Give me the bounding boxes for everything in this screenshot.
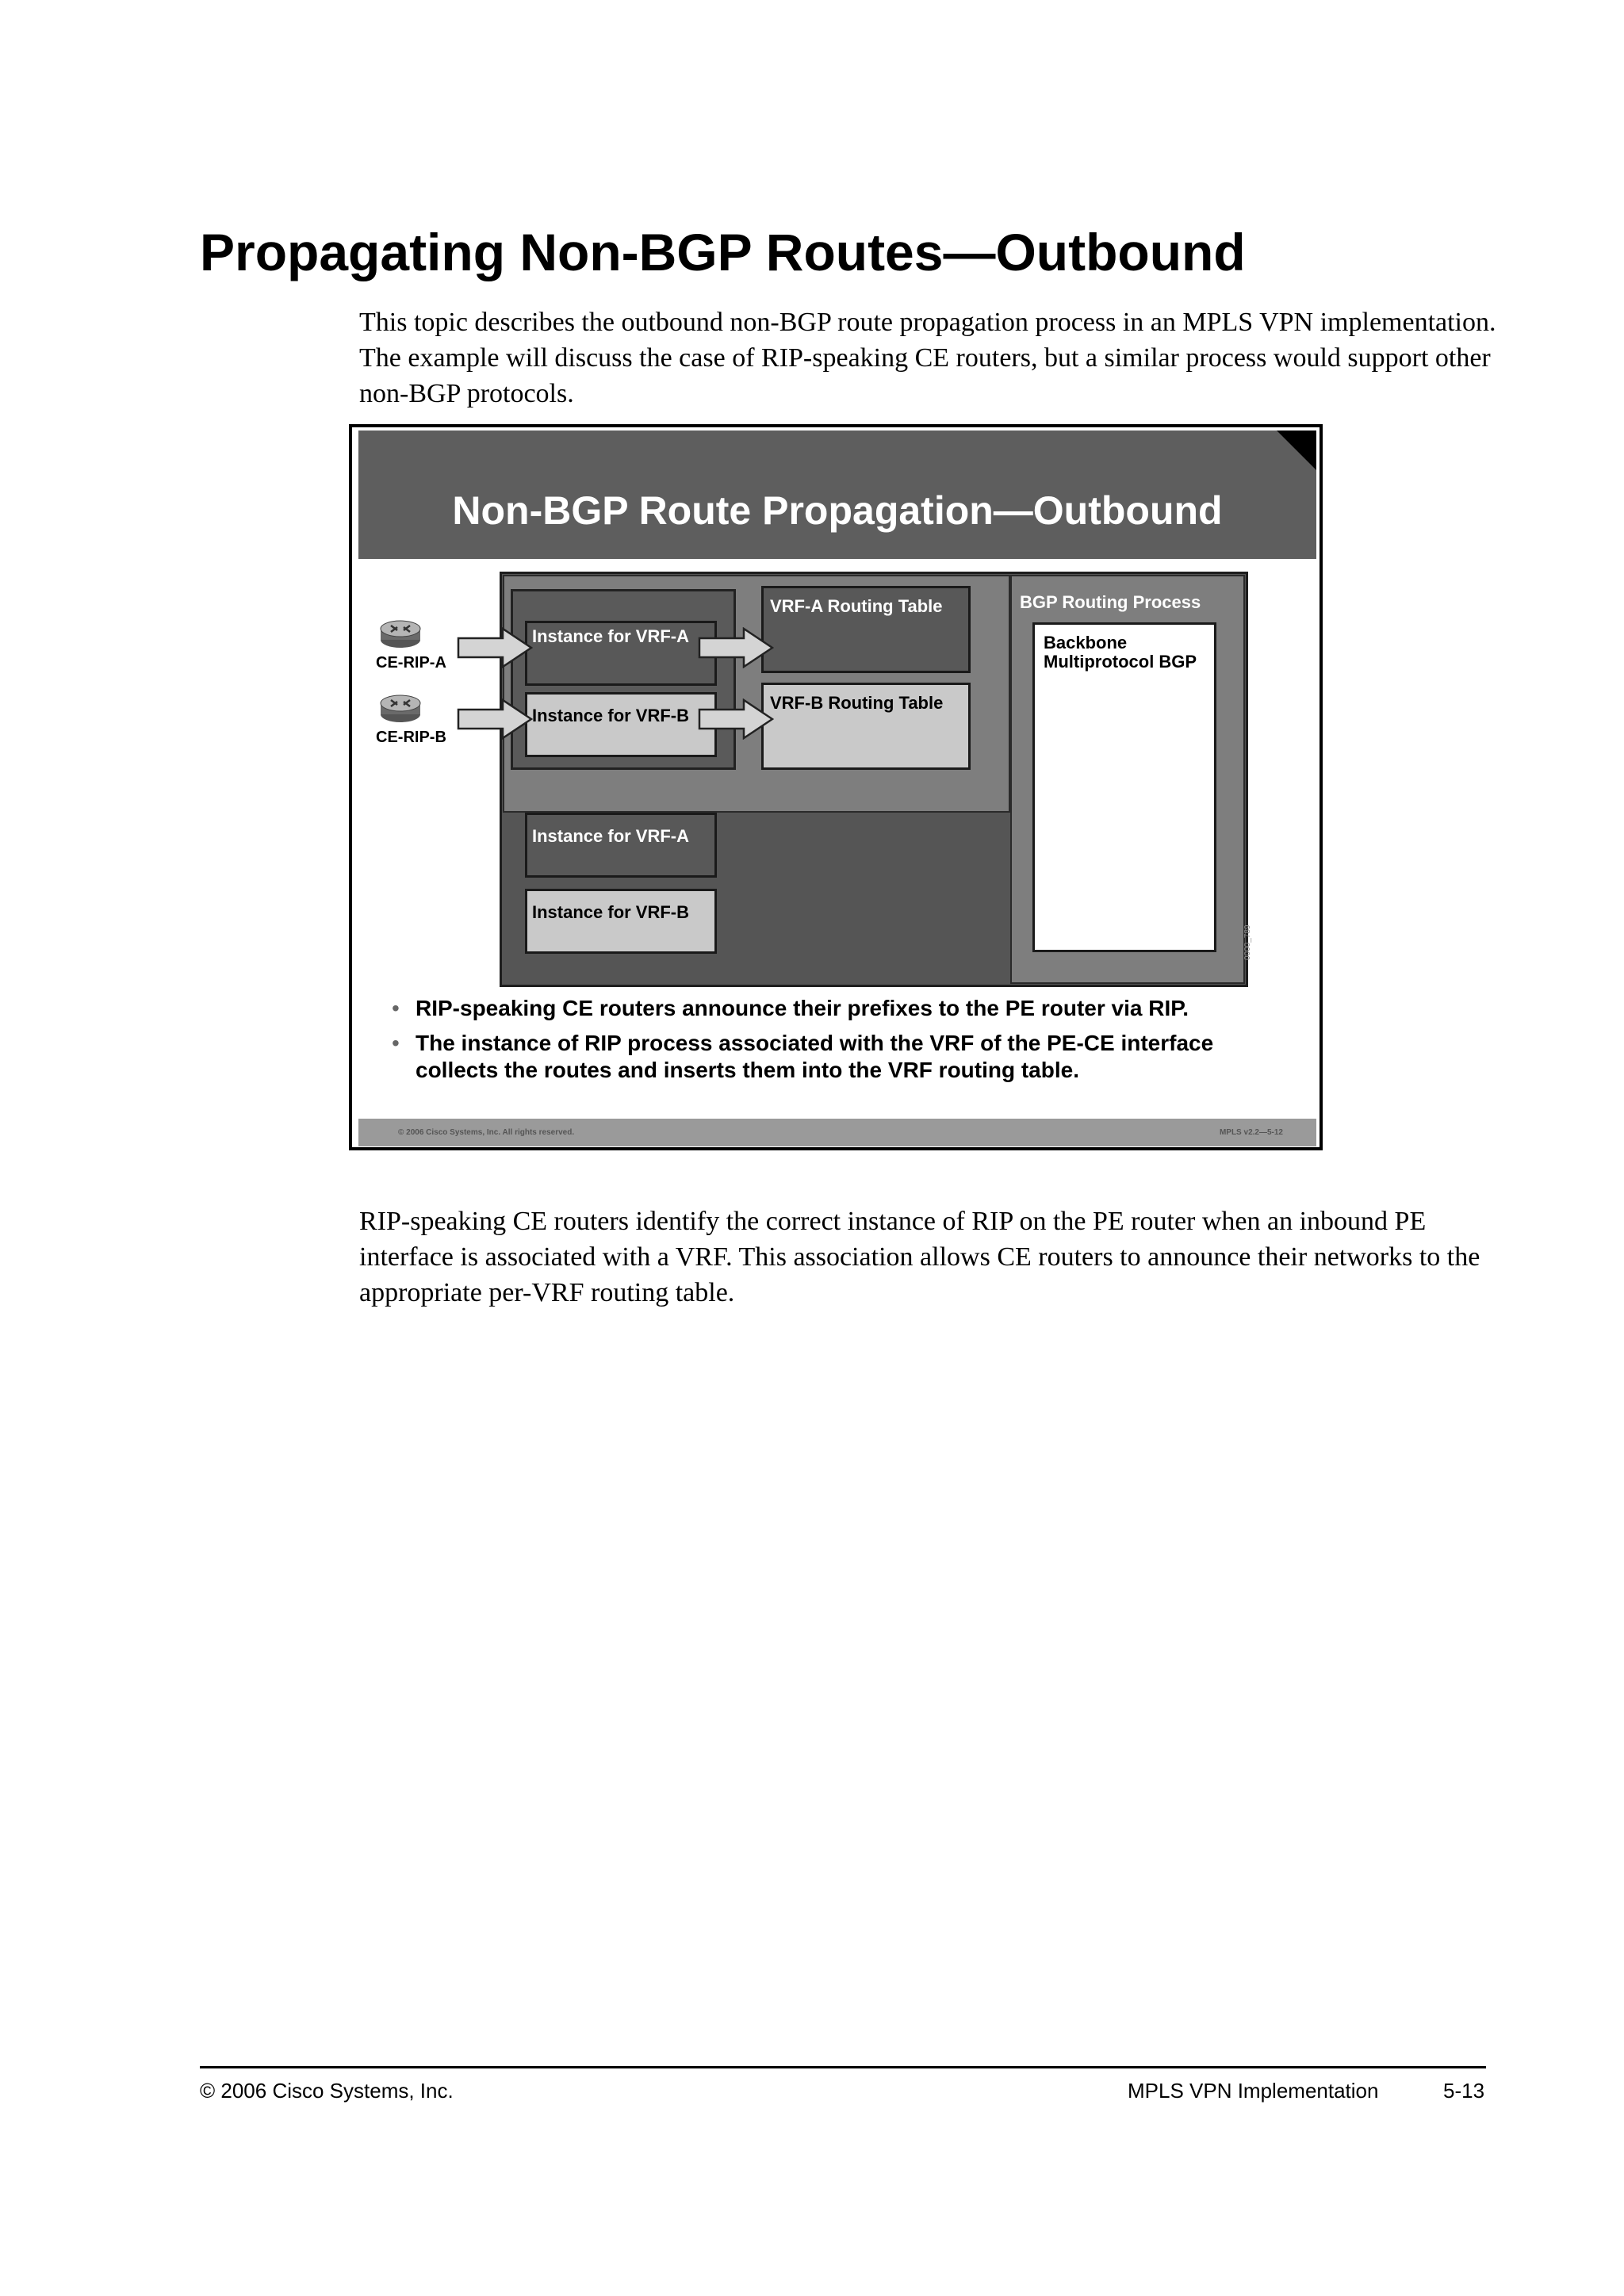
arrow-right-icon (457, 698, 533, 740)
footer-page-number: 5-13 (1443, 2079, 1485, 2103)
rip-instance-vrf-a (525, 621, 717, 686)
footer-rule (200, 2066, 1486, 2068)
rip-instance-vrf-a-label: Instance for VRF-A (532, 626, 690, 646)
instance-vrf-a-lower (525, 813, 717, 878)
bullet-text: The instance of RIP process associated with the VRF of the PE-CE interface collects the routes and inserts them into the VRF routing table. (416, 1031, 1214, 1082)
intro-paragraph: This topic describes the outbound non-BGP route propagation process in an MPLS VPN implementation. The example will discuss the case of RIP-speaking CE routers, but a similar process would support other non-BGP protocols. (359, 308, 1496, 408)
instance-vrf-b-lower (525, 889, 717, 954)
slide-footer (358, 1119, 1316, 1146)
instance-vrf-a-lower-label: Instance for VRF-A (532, 826, 690, 846)
vrf-b-table-label: VRF-B Routing Table (770, 693, 944, 713)
vrf-b-routing-table (761, 683, 971, 770)
rip-instance-vrf-b-label: Instance for VRF-B (532, 706, 690, 725)
backbone-bgp-label: Backbone Multiprotocol BGP (1044, 633, 1197, 672)
router-b-label: CE-RIP-B (376, 729, 446, 746)
arrow-right-icon (698, 627, 774, 668)
corner-triangle-decoration (1277, 430, 1316, 470)
footer-copyright: © 2006 Cisco Systems, Inc. (200, 2079, 454, 2103)
bullet-dot: • (392, 996, 400, 1020)
vrf-a-table-label: VRF-A Routing Table (770, 596, 943, 616)
arrow-right-icon (698, 698, 774, 740)
router-a-label: CE-RIP-A (376, 654, 446, 672)
slide-footer-copyright: © 2006 Cisco Systems, Inc. All rights reserved. (398, 1128, 575, 1137)
router-icon (379, 618, 422, 649)
backbone-bgp-box (1032, 622, 1216, 952)
page-title: Propagating Non-BGP Routes—Outbound (200, 223, 1246, 281)
slide-bullet (392, 1030, 1296, 1087)
body-paragraph: RIP-speaking CE routers identify the correct instance of RIP on the PE router when an inbound PE interface is associated with a VRF. This association allows CE routers to announce their networks to the appropriate per-VRF routing table. (359, 1207, 1480, 1307)
figure-id: 0000_789 (1243, 924, 1252, 960)
rip-instance-vrf-b (525, 692, 717, 757)
instance-vrf-b-lower-label: Instance for VRF-B (532, 902, 690, 922)
slide-title: Non-BGP Route Propagation—Outbound (452, 488, 1223, 533)
vrf-a-routing-table (761, 586, 971, 673)
bullet-dot: • (392, 1031, 400, 1055)
bullet-text: RIP-speaking CE routers announce their prefixes to the PE router via RIP. (416, 996, 1189, 1020)
router-icon (379, 692, 422, 724)
arrow-right-icon (457, 627, 533, 668)
slide-footer-id: MPLS v2.2—5-12 (1219, 1128, 1283, 1137)
slide-bullet (392, 995, 1296, 1024)
footer-course-title: MPLS VPN Implementation (1128, 2079, 1379, 2103)
bgp-process-label: BGP Routing Process (1020, 592, 1201, 612)
slide-figure (358, 430, 1316, 1146)
